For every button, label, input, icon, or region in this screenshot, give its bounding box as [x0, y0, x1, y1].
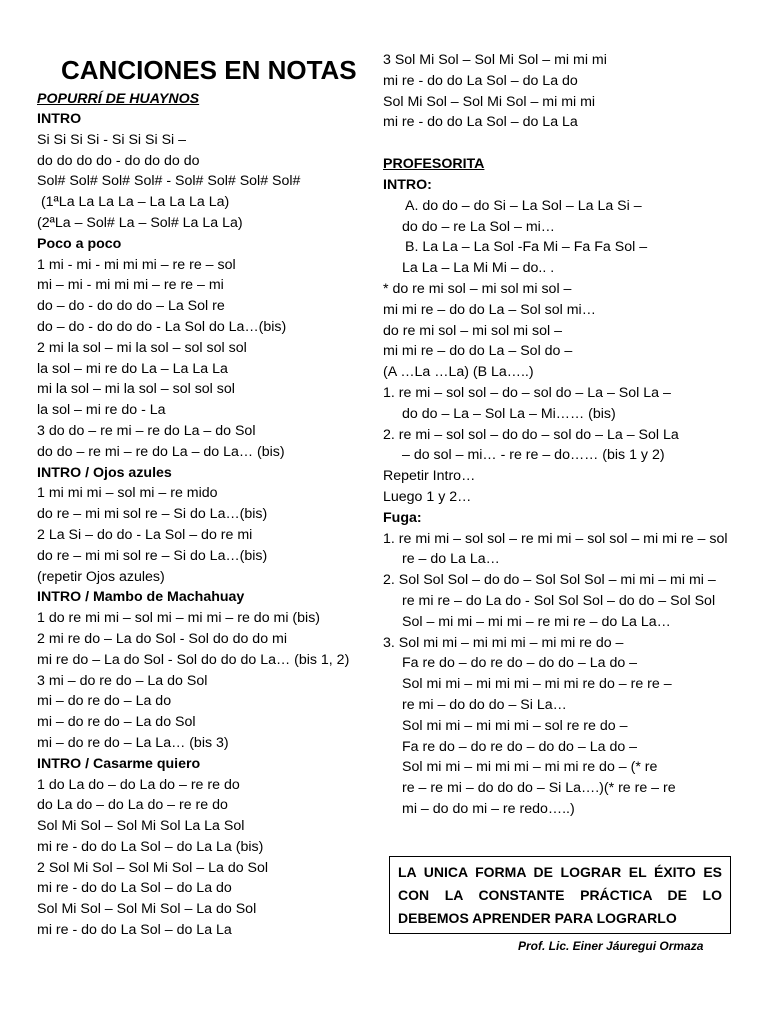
- section-heading: Fuga:: [383, 509, 422, 526]
- notes-line: B. La La – La Sol -Fa Mi – Fa Fa Sol –: [405, 239, 648, 256]
- notes-line: la sol – mi re do - La: [37, 402, 166, 419]
- notes-line: mi – do do mi – re redo…..): [402, 800, 575, 817]
- notes-line: 2 mi re do – La do Sol - Sol do do do mi: [37, 630, 287, 647]
- notes-line: la sol – mi re do La – La La La: [37, 360, 228, 377]
- section-heading: Poco a poco: [37, 235, 122, 252]
- notes-line: do do – La – Sol La – Mi…… (bis): [402, 405, 616, 422]
- notes-line: 1 do La do – do La do – re re do: [37, 776, 240, 793]
- notes-line: do re – mi mi sol re – Si do La…(bis): [37, 547, 268, 564]
- notes-line: mi re - do do La Sol – do La La: [383, 114, 578, 131]
- notes-line: * do re mi sol – mi sol mi sol –: [383, 280, 572, 297]
- notes-line: 3. Sol mi mi – mi mi mi – mi mi re do –: [383, 634, 624, 651]
- notes-line: – do sol – mi… - re re – do…… (bis 1 y 2): [402, 447, 665, 464]
- song-title: PROFESORITA: [383, 156, 485, 173]
- spacer: [383, 133, 728, 154]
- section-heading: INTRO / Mambo de Machahuay: [37, 589, 245, 606]
- notes-line: mi – do re do – La do Sol: [37, 714, 196, 731]
- section-heading: INTRO: [37, 111, 82, 127]
- notes-line: Sol mi mi – mi mi mi – mi mi re do – re re –: [402, 676, 672, 693]
- notes-line: Sol Mi Sol – Sol Mi Sol – mi mi mi: [383, 93, 596, 110]
- notes-line: 3 do do – re mi – re do La – do Sol: [37, 422, 256, 439]
- notes-line: do re mi sol – mi sol mi sol –: [383, 322, 562, 339]
- notes-line: (2ªLa – Sol# La – Sol# La La La): [37, 214, 243, 231]
- notes-line: Fa re do – do re do – do do – La do –: [402, 738, 638, 755]
- motivational-quote-box: LA UNICA FORMA DE LOGRAR EL ÉXITO ES CON LA CONSTANTE PRÁCTICA DE LO DEBEMOS APRENDER PARA LOGRARLO: [389, 856, 731, 934]
- page-title: CANCIONES EN NOTAS: [61, 55, 357, 85]
- notes-line: 3 Sol Mi Sol – Sol Mi Sol – mi mi mi: [383, 52, 607, 68]
- notes-line: mi re - do do La Sol – do La La: [37, 922, 232, 939]
- notes-line: do – do - do do do - La Sol do La…(bis): [37, 318, 287, 335]
- notes-line: Sol Mi Sol – Sol Mi Sol La La Sol: [37, 818, 245, 835]
- notes-line: do La do – do La do – re re do: [37, 797, 228, 814]
- notes-line: Repetir Intro…: [383, 468, 476, 485]
- notes-line: do re – mi mi sol re – Si do La…(bis): [37, 506, 268, 523]
- notes-line: do do – re mi – re do La – do La… (bis): [37, 443, 285, 460]
- notes-line: mi la sol – mi la sol – sol sol sol: [37, 381, 235, 398]
- notes-line: 2 Sol Mi Sol – Sol Mi Sol – La do Sol: [37, 859, 269, 876]
- notes-line: 3 mi – do re do – La do Sol: [37, 672, 208, 689]
- notes-line: do do – re La Sol – mi…: [402, 218, 555, 235]
- notes-line: Sol# Sol# Sol# Sol# - Sol# Sol# Sol# Sol#: [37, 173, 301, 190]
- notes-line: 2 La Si – do do - La Sol – do re mi: [37, 526, 253, 543]
- notes-line: mi – do re do – La La… (bis 3): [37, 734, 229, 751]
- left-column: [37, 50, 377, 941]
- notes-line: mi mi re – do do La – Sol do –: [383, 343, 573, 360]
- notes-line: 1 do re mi mi – sol mi – mi mi – re do mi (bis): [37, 610, 321, 627]
- notes-line: Si Si Si Si - Si Si Si Si –: [37, 131, 187, 148]
- notes-line: do – do - do do do – La Sol re: [37, 298, 225, 315]
- notes-line: (repetir Ojos azules): [37, 568, 165, 585]
- notes-line: Sol mi mi – mi mi mi – sol re re do –: [402, 717, 628, 734]
- notes-line: Fa re do – do re do – do do – La do –: [402, 655, 638, 672]
- notes-line: mi re do – La do Sol - Sol do do do La… (bis 1, 2): [37, 651, 350, 668]
- notes-line: (1ªLa La La La – La La La La): [37, 194, 230, 211]
- notes-line: mi re - do do La Sol – do La do: [37, 880, 232, 897]
- section-heading: INTRO / Ojos azules: [37, 464, 172, 481]
- notes-line: re – re mi – do do do – Si La….)(* re re – re: [402, 780, 676, 797]
- section-heading: INTRO:: [383, 176, 432, 193]
- notes-line: 2. Sol Sol Sol – do do – Sol Sol Sol – mi mi – mi mi – re mi re – do La do - Sol Sol Sol – do do – Sol Sol Sol – mi mi – mi mi – re mi re – do La La…: [383, 572, 716, 630]
- notes-line: Sol Mi Sol – Sol Mi Sol – La do Sol: [37, 901, 257, 918]
- notes-line: 2 mi la sol – mi la sol – sol sol sol: [37, 339, 247, 356]
- notes-line: 1. re mi mi – sol sol – re mi mi – sol sol – mi mi re – sol re – do La La…: [383, 530, 728, 568]
- notes-line: 1 mi mi mi – sol mi – re mido: [37, 485, 218, 502]
- notes-line: (A …La …La) (B La…..): [383, 364, 534, 381]
- right-column: [383, 50, 728, 820]
- notes-line: Sol mi mi – mi mi mi – mi mi re do – (* re: [402, 759, 658, 776]
- author-signature: Prof. Lic. Einer Jáuregui Ormaza: [518, 939, 704, 953]
- notes-line: 2. re mi – sol sol – do do – sol do – La – Sol La: [383, 426, 679, 443]
- section-heading: INTRO / Casarme quiero: [37, 755, 201, 772]
- notes-line: do do do do - do do do do: [37, 152, 200, 169]
- notes-line: La La – La Mi Mi – do.. .: [402, 260, 555, 277]
- notes-line: mi re - do do La Sol – do La do: [383, 72, 578, 89]
- section-subtitle: POPURRÍ DE HUAYNOS: [37, 91, 200, 107]
- notes-line: mi re - do do La Sol – do La La (bis): [37, 838, 264, 855]
- notes-line: 1 mi - mi - mi mi mi – re re – sol: [37, 256, 236, 273]
- notes-line: Luego 1 y 2…: [383, 488, 472, 505]
- notes-line: mi – do re do – La do: [37, 693, 172, 710]
- notes-line: mi – mi - mi mi mi – re re – mi: [37, 277, 224, 294]
- notes-line: 1. re mi – sol sol – do – sol do – La – Sol La –: [383, 384, 671, 401]
- notes-line: A. do do – do Si – La Sol – La La Si –: [405, 197, 642, 214]
- notes-line: mi mi re – do do La – Sol sol mi…: [383, 301, 596, 318]
- notes-line: re mi – do do do – Si La…: [402, 696, 567, 713]
